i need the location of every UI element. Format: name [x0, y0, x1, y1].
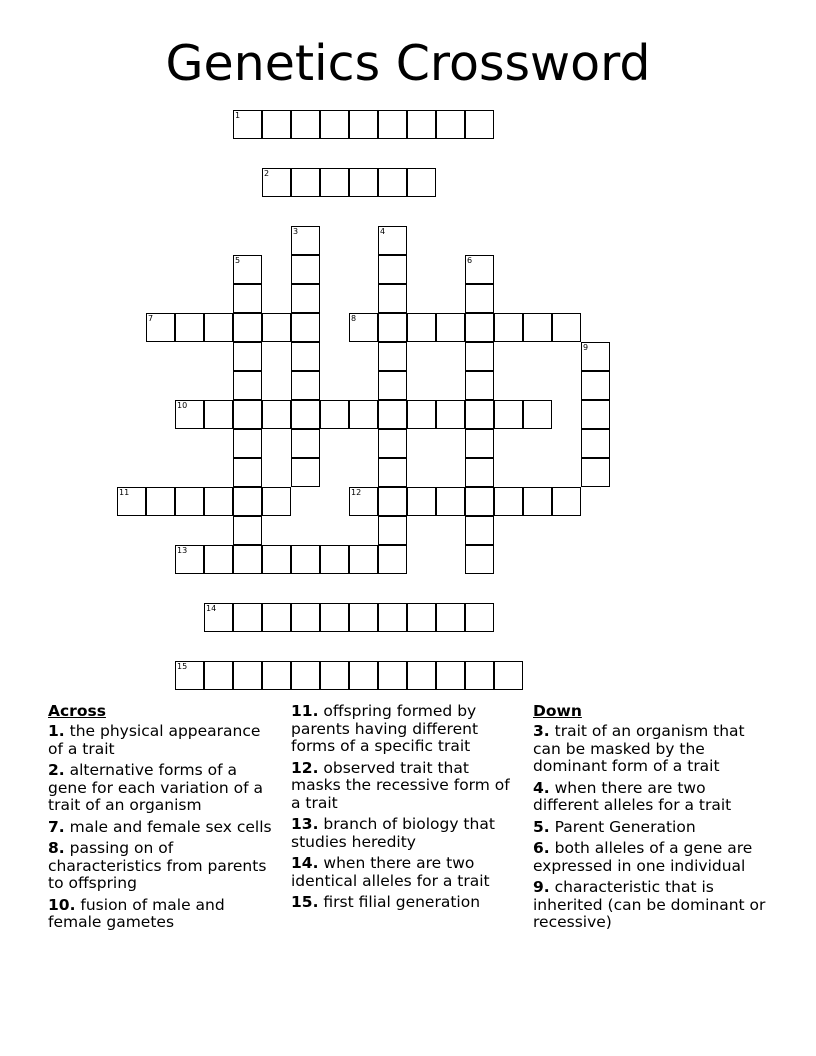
- clue-across-2: [48, 762, 280, 815]
- cell-number: 12: [351, 488, 362, 497]
- clue-text: characteristic that is inherited (can be dominant or recessive): [533, 878, 766, 931]
- clue-number: 2.: [48, 761, 65, 779]
- grid-cell[interactable]: [465, 313, 494, 342]
- grid-cell[interactable]: [378, 487, 407, 516]
- grid-cell[interactable]: [349, 168, 378, 197]
- grid-cell[interactable]: [378, 458, 407, 487]
- clue-text: first filial generation: [323, 893, 481, 911]
- grid-cell[interactable]: [465, 371, 494, 400]
- grid-cell[interactable]: [552, 313, 581, 342]
- grid-cell[interactable]: [407, 661, 436, 690]
- clue-number: 10.: [48, 895, 76, 914]
- cell-number: 4: [380, 227, 386, 236]
- grid-cell[interactable]: [233, 371, 262, 400]
- grid-cell[interactable]: [233, 429, 262, 458]
- grid-cell[interactable]: [262, 110, 291, 139]
- grid-cell[interactable]: [436, 487, 465, 516]
- grid-cell[interactable]: [407, 487, 436, 516]
- clue-across-1: [48, 723, 280, 758]
- clue-text: passing on of characteristics from parents to offspring: [48, 839, 267, 892]
- grid-cell[interactable]: [291, 429, 320, 458]
- grid-cell[interactable]: [465, 516, 494, 545]
- clue-text: Parent Generation: [554, 817, 696, 836]
- grid-cell[interactable]: [378, 371, 407, 400]
- grid-cell[interactable]: [407, 168, 436, 197]
- grid-cell[interactable]: [378, 110, 407, 139]
- grid-cell[interactable]: [291, 342, 320, 371]
- grid-cell[interactable]: [378, 342, 407, 371]
- clue-number: 1.: [48, 722, 65, 740]
- grid-cell[interactable]: [494, 313, 523, 342]
- grid-cell[interactable]: [233, 487, 262, 516]
- grid-cell[interactable]: [349, 603, 378, 632]
- grid-cell[interactable]: [581, 371, 610, 400]
- clue-number: 6.: [533, 839, 550, 857]
- grid-cell[interactable]: [320, 545, 349, 574]
- grid-cell[interactable]: [378, 400, 407, 429]
- grid-cell[interactable]: [378, 226, 407, 255]
- grid-cell[interactable]: [204, 545, 233, 574]
- clue-down-9: [533, 879, 773, 932]
- grid-cell[interactable]: [233, 255, 262, 284]
- clue-text: both alleles of a gene are expressed in one individual: [533, 839, 753, 875]
- grid-cell[interactable]: [581, 400, 610, 429]
- grid-cell[interactable]: [233, 342, 262, 371]
- grid-cell[interactable]: [465, 342, 494, 371]
- grid-cell[interactable]: [204, 661, 233, 690]
- grid-cell[interactable]: [320, 603, 349, 632]
- grid-cell[interactable]: [378, 168, 407, 197]
- clue-number: 11.: [291, 702, 319, 720]
- clue-number: 15.: [291, 893, 319, 911]
- grid-cell[interactable]: [552, 487, 581, 516]
- cell-number: 10: [177, 401, 188, 410]
- clue-down-3: [533, 723, 773, 776]
- grid-cell[interactable]: [146, 313, 175, 342]
- grid-cell[interactable]: [465, 458, 494, 487]
- grid-cell[interactable]: [465, 661, 494, 690]
- grid-cell[interactable]: [146, 487, 175, 516]
- grid-cell[interactable]: [378, 429, 407, 458]
- clue-number: 14.: [291, 854, 319, 872]
- across-heading: Across: [48, 702, 106, 720]
- grid-cell[interactable]: [407, 400, 436, 429]
- cell-number: 15: [177, 662, 188, 671]
- puzzle-title: Genetics Crossword: [165, 35, 651, 92]
- grid-cell[interactable]: [494, 400, 523, 429]
- clue-down-6: [533, 840, 773, 875]
- grid-cell[interactable]: [465, 110, 494, 139]
- clue-across-10: [48, 897, 280, 932]
- cell-number: 11: [119, 488, 130, 497]
- grid-cell[interactable]: [291, 371, 320, 400]
- clue-number: 12.: [291, 758, 319, 777]
- clue-number: 9.: [533, 878, 550, 896]
- grid-cell[interactable]: [320, 661, 349, 690]
- grid-cell[interactable]: [291, 284, 320, 313]
- across-clues-col-2: [291, 703, 523, 916]
- cell-number: 14: [206, 604, 217, 613]
- down-heading: Down: [533, 702, 582, 720]
- grid-cell[interactable]: [175, 487, 204, 516]
- cell-number: 8: [351, 314, 357, 323]
- clue-down-4: [533, 780, 773, 815]
- grid-cell[interactable]: [291, 313, 320, 342]
- grid-cell[interactable]: [233, 516, 262, 545]
- grid-cell[interactable]: [204, 313, 233, 342]
- grid-cell[interactable]: [349, 110, 378, 139]
- grid-cell[interactable]: [233, 400, 262, 429]
- grid-cell[interactable]: [320, 400, 349, 429]
- clue-across-7: [48, 819, 280, 837]
- grid-cell[interactable]: [465, 400, 494, 429]
- grid-cell[interactable]: [349, 487, 378, 516]
- grid-cell[interactable]: [349, 313, 378, 342]
- grid-cell[interactable]: [581, 429, 610, 458]
- grid-cell[interactable]: [378, 661, 407, 690]
- grid-cell[interactable]: [291, 255, 320, 284]
- grid-cell[interactable]: [175, 313, 204, 342]
- cell-number: 2: [264, 169, 270, 178]
- clue-text: fusion of male and female gametes: [48, 895, 225, 931]
- grid-cell[interactable]: [407, 110, 436, 139]
- grid-cell[interactable]: [465, 429, 494, 458]
- grid-cell[interactable]: [291, 110, 320, 139]
- grid-cell[interactable]: [175, 545, 204, 574]
- clue-number: 7.: [48, 817, 65, 836]
- grid-cell[interactable]: [233, 313, 262, 342]
- clue-text: offspring formed by parents having different forms of a specific trait: [291, 702, 479, 755]
- grid-cell[interactable]: [494, 487, 523, 516]
- grid-cell[interactable]: [349, 545, 378, 574]
- grid-cell[interactable]: [436, 313, 465, 342]
- cell-number: 9: [583, 343, 589, 352]
- grid-cell[interactable]: [262, 487, 291, 516]
- grid-cell[interactable]: [291, 545, 320, 574]
- grid-cell[interactable]: [291, 603, 320, 632]
- clue-text: male and female sex cells: [69, 817, 272, 836]
- grid-cell[interactable]: [465, 487, 494, 516]
- grid-cell[interactable]: [378, 545, 407, 574]
- grid-cell[interactable]: [407, 603, 436, 632]
- cell-number: 13: [177, 546, 188, 555]
- grid-cell[interactable]: [349, 661, 378, 690]
- grid-cell[interactable]: [204, 487, 233, 516]
- grid-cell[interactable]: [233, 284, 262, 313]
- down-clues-col: [533, 702, 773, 936]
- grid-cell[interactable]: [262, 661, 291, 690]
- grid-cell[interactable]: [523, 313, 552, 342]
- grid-cell[interactable]: [320, 110, 349, 139]
- clue-down-5: [533, 819, 773, 837]
- clue-across-12: [291, 760, 523, 813]
- grid-cell[interactable]: [523, 487, 552, 516]
- grid-cell[interactable]: [262, 400, 291, 429]
- clue-text: branch of biology that studies heredity: [291, 815, 495, 851]
- grid-cell[interactable]: [581, 342, 610, 371]
- grid-cell[interactable]: [378, 603, 407, 632]
- clue-across-14: [291, 855, 523, 890]
- grid-cell[interactable]: [262, 603, 291, 632]
- grid-cell[interactable]: [494, 661, 523, 690]
- cell-number: 7: [148, 314, 154, 323]
- grid-cell[interactable]: [233, 545, 262, 574]
- clue-number: 8.: [48, 839, 65, 857]
- clue-number: 4.: [533, 778, 550, 797]
- grid-cell[interactable]: [291, 168, 320, 197]
- grid-cell[interactable]: [233, 603, 262, 632]
- grid-cell[interactable]: [465, 545, 494, 574]
- grid-cell[interactable]: [436, 110, 465, 139]
- clue-text: alternative forms of a gene for each variation of a trait of an organism: [48, 761, 264, 814]
- grid-cell[interactable]: [262, 168, 291, 197]
- grid-cell[interactable]: [465, 284, 494, 313]
- grid-cell[interactable]: [465, 255, 494, 284]
- clue-text: trait of an organism that can be masked by the dominant form of a trait: [533, 722, 745, 775]
- grid-cell[interactable]: [436, 661, 465, 690]
- clue-across-8: [48, 840, 280, 893]
- clue-text: when there are two identical alleles for a trait: [291, 854, 490, 890]
- cell-number: 3: [293, 227, 299, 236]
- clue-text: observed trait that masks the recessive form of a trait: [291, 758, 510, 812]
- grid-cell[interactable]: [233, 110, 262, 139]
- grid-cell[interactable]: [175, 661, 204, 690]
- clue-across-13: [291, 816, 523, 851]
- grid-cell[interactable]: [349, 400, 378, 429]
- grid-cell[interactable]: [233, 458, 262, 487]
- grid-cell[interactable]: [436, 603, 465, 632]
- grid-cell[interactable]: [262, 313, 291, 342]
- grid-cell[interactable]: [291, 400, 320, 429]
- cell-number: 5: [235, 256, 241, 265]
- grid-cell[interactable]: [378, 284, 407, 313]
- grid-cell[interactable]: [117, 487, 146, 516]
- clue-number: 13.: [291, 815, 319, 833]
- clue-text: the physical appearance of a trait: [48, 722, 261, 758]
- grid-cell[interactable]: [523, 400, 552, 429]
- cell-number: 1: [235, 111, 241, 120]
- clue-number: 3.: [533, 722, 550, 740]
- grid-cell[interactable]: [320, 168, 349, 197]
- grid-cell[interactable]: [262, 545, 291, 574]
- clue-across-11: [291, 703, 523, 756]
- grid-cell[interactable]: [378, 255, 407, 284]
- across-clues-col-1: [48, 702, 280, 936]
- grid-cell[interactable]: [436, 400, 465, 429]
- clue-text: when there are two different alleles for a trait: [533, 778, 732, 814]
- grid-cell[interactable]: [291, 226, 320, 255]
- clue-across-15: [291, 894, 523, 912]
- clue-number: 5.: [533, 817, 550, 836]
- grid-cell[interactable]: [407, 313, 436, 342]
- grid-cell[interactable]: [581, 458, 610, 487]
- cell-number: 6: [467, 256, 473, 265]
- grid-cell[interactable]: [291, 661, 320, 690]
- grid-cell[interactable]: [204, 603, 233, 632]
- grid-cell[interactable]: [291, 458, 320, 487]
- grid-cell[interactable]: [175, 400, 204, 429]
- grid-cell[interactable]: [204, 400, 233, 429]
- grid-cell[interactable]: [233, 661, 262, 690]
- grid-cell[interactable]: [465, 603, 494, 632]
- grid-cell[interactable]: [378, 313, 407, 342]
- grid-cell[interactable]: [378, 516, 407, 545]
